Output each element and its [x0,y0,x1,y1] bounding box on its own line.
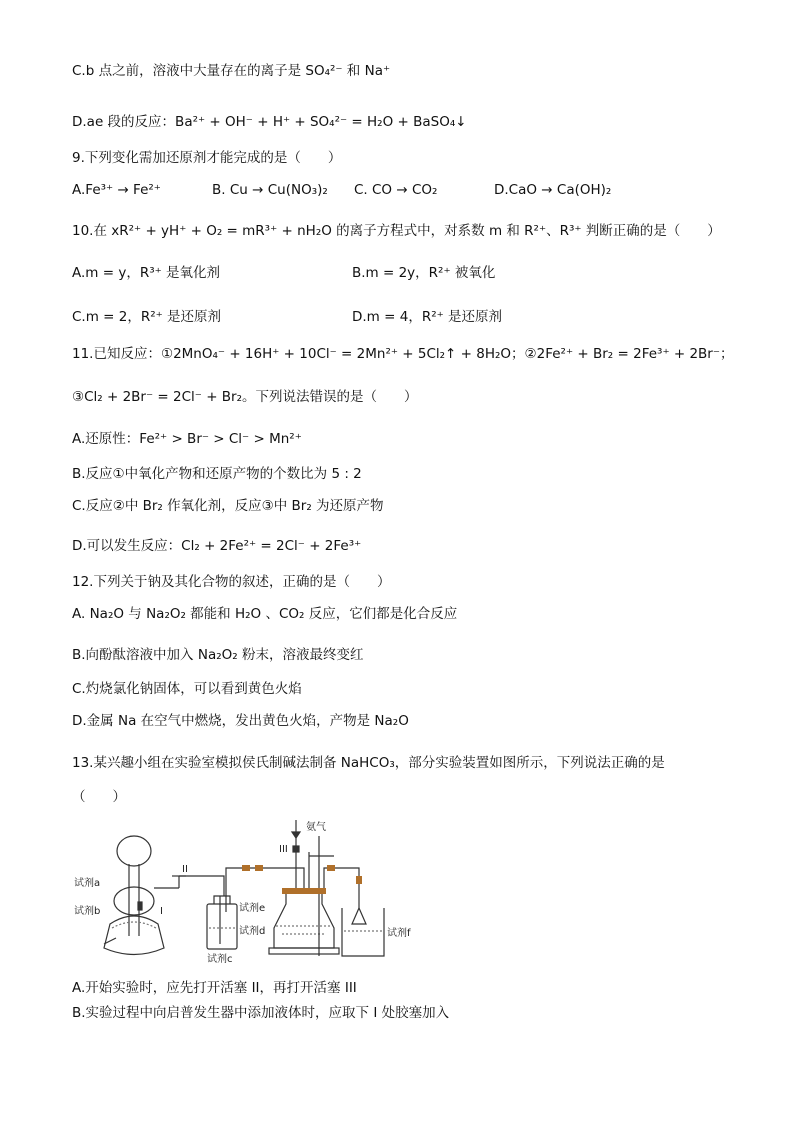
option-9c: C. CO → CO₂ [354,182,438,198]
option-9b: B. Cu → Cu(NO₃)₂ [212,182,328,198]
kipp-generator [104,836,186,955]
option-10b: B.m = 2y，R²⁺ 被氧化 [352,265,496,281]
beaker [342,908,384,956]
question-10-options-ab [72,264,722,284]
option-13a: A.开始实验时，应先打开活塞 II，再打开活塞 III [72,980,357,996]
apparatus-figure [74,816,434,966]
option-11c: C.反应②中 Br₂ 作氧化剂，反应③中 Br₂ 为还原产物 [72,498,384,514]
option-8c: C.b 点之前，溶液中大量存在的离子是 SO₄²⁻ 和 Na⁺ [72,63,391,79]
valve-2-label: II [182,864,188,875]
connecting-tubes [226,852,359,908]
option-8d: D.ae 段的反应：Ba²⁺ + OH⁻ + H⁺ + SO₄²⁻ = H₂O + BaSO₄↓ [72,114,467,130]
reagent-d-label: 试剂d [239,926,266,937]
valve-3-label: III [279,844,288,855]
option-11b: B.反应①中氧化产物和还原产物的个数比为 5 : 2 [72,466,362,482]
reagent-a-label: 试剂a [74,878,101,889]
option-9a: A.Fe³⁺ → Fe²⁺ [72,182,161,198]
option-12b: B.向酚酞溶液中加入 Na₂O₂ 粉末，溶液最终变红 [72,647,364,663]
reagent-b-label: 试剂b [74,906,101,917]
question-13: 13.某兴趣小组在实验室模拟侯氏制碱法制备 NaHCO₃，部分实验装置如图所示，下列说法正确的是 [72,755,665,771]
valve-1-label: I [160,906,163,917]
question-13-paren: （ ） [72,789,126,805]
question-10: 10.在 xR²⁺ + yH⁺ + O₂ = mR³⁺ + nH₂O 的离子方程式中，对系数 m 和 R²⁺、R³⁺ 判断正确的是（ ） [72,223,721,239]
question-9: 9.下列变化需加还原剂才能完成的是（ ） [72,150,342,166]
option-12a: A. Na₂O 与 Na₂O₂ 都能和 H₂O 、CO₂ 反应，它们都是化合反应 [72,606,458,622]
option-9d: D.CaO → Ca(OH)₂ [494,182,612,198]
option-12d: D.金属 Na 在空气中燃烧，发出黄色火焰，产物是 Na₂O [72,713,409,729]
option-10d: D.m = 4，R²⁺ 是还原剂 [352,309,503,325]
question-11: 11.已知反应：①2MnO₄⁻ + 16H⁺ + 10Cl⁻ = 2Mn²⁺ + 5Cl₂↑ + 8H₂O；②2Fe²⁺ + Br₂ = 2Fe³⁺ + 2Br⁻； [72,346,734,362]
question-9-options [72,181,722,201]
option-11a: A.还原性：Fe²⁺ > Br⁻ > Cl⁻ > Mn²⁺ [72,431,302,447]
reagent-c-label: 试剂c [207,954,233,965]
ammonia-label: 氨气 [306,822,326,833]
reagent-f-label: 试剂f [387,928,411,939]
question-10-options-cd [72,308,722,328]
option-12c: C.灼烧氯化钠固体，可以看到黄色火焰 [72,681,302,697]
option-13b: B.实验过程中向启普发生器中添加液体时，应取下 I 处胶塞加入 [72,1005,450,1021]
question-12: 12.下列关于钠及其化合物的叙述，正确的是（ ） [72,574,391,590]
option-10a: A.m = y，R³⁺ 是氧化剂 [72,265,221,281]
question-11-cont: ③Cl₂ + 2Br⁻ = 2Cl⁻ + Br₂。下列说法错误的是（ ） [72,389,418,405]
ammonia-arrow [292,820,300,894]
option-11d: D.可以发生反应：Cl₂ + 2Fe²⁺ = 2Cl⁻ + 2Fe³⁺ [72,538,362,554]
reagent-e-label: 试剂e [239,903,266,914]
option-10c: C.m = 2，R²⁺ 是还原剂 [72,309,222,325]
wash-bottle [179,876,237,949]
